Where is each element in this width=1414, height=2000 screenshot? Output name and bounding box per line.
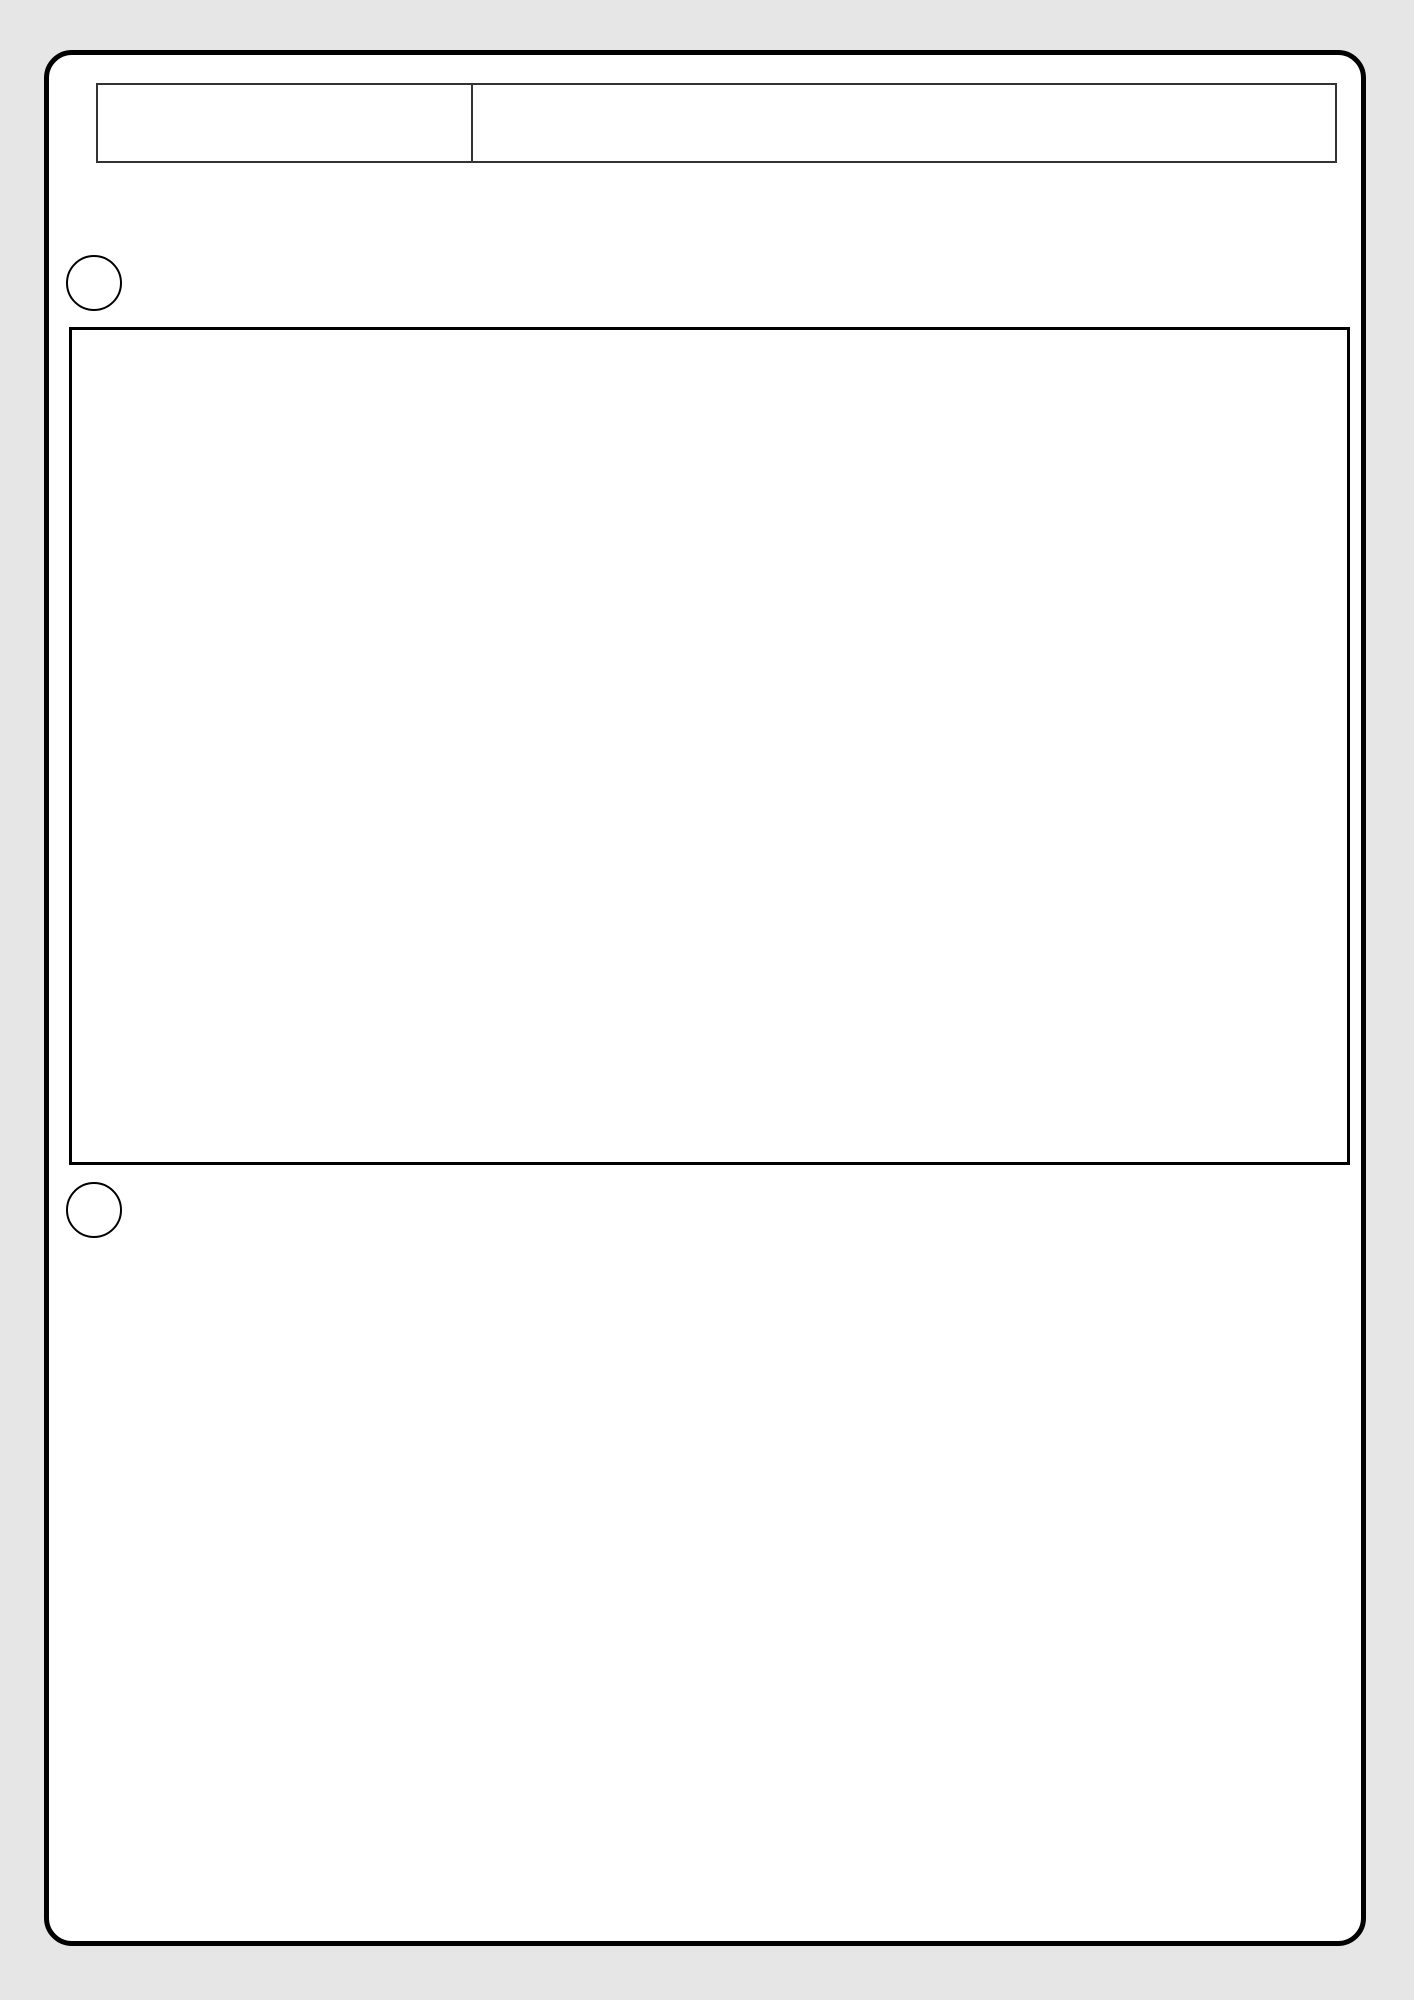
worksheet-header: [96, 83, 1337, 163]
task-2-heading: [66, 1182, 136, 1238]
task-number-badge: [66, 1182, 122, 1238]
task-1-heading: [66, 255, 136, 311]
task-number-badge: [66, 255, 122, 311]
subject-cell: [98, 85, 473, 161]
reading-text-box: [69, 327, 1350, 1165]
topic-cell: [473, 85, 1335, 161]
worksheet-page: [44, 50, 1366, 1946]
